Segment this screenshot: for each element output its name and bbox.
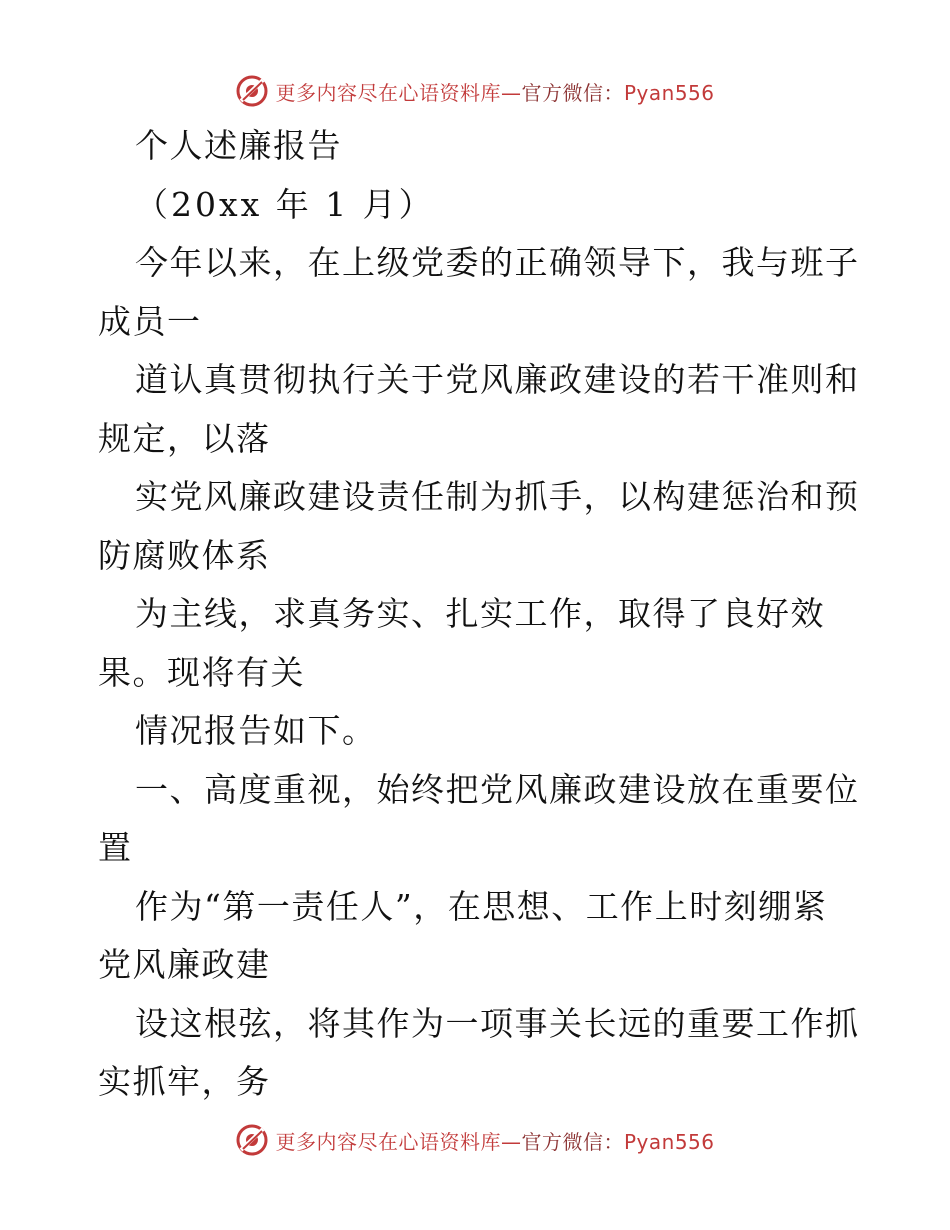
paragraph-line: 道认真贯彻执行关于党风廉政建设的若干准则和: [135, 360, 860, 399]
header-banner-wechat-id: Pyan556: [623, 80, 715, 105]
footer-banner: [0, 1120, 950, 1160]
paragraph-line: 实党风廉政建设责任制为抓手，以构建惩治和预: [135, 477, 860, 516]
document-paragraphs: [98, 234, 858, 1112]
paragraph-line: 规定，以落: [98, 418, 271, 458]
header-banner-separator: —: [500, 80, 522, 105]
document-body: [98, 117, 858, 1112]
paragraph-line: 今年以来，在上级党委的正确领导下，我与班子: [135, 243, 860, 282]
header-banner: [0, 71, 950, 111]
header-banner-slogan: 更多内容尽在心语资料库: [275, 80, 501, 105]
footer-banner-wechat-id: Pyan556: [623, 1129, 715, 1154]
paragraph-line: 实抓牢，务: [98, 1062, 271, 1101]
footer-banner-separator: —: [500, 1129, 522, 1154]
paragraph-line: 为主线，求真务实、扎实工作，取得了良好效: [135, 594, 825, 633]
paragraph-line: 成员一: [98, 301, 202, 341]
paragraph-line: 置: [98, 828, 133, 867]
footer-banner-slogan: 更多内容尽在心语资料库: [275, 1129, 501, 1154]
paragraph-line: 作为“第一责任人”，在思想、工作上时刻绷紧: [135, 886, 828, 926]
paragraph-line: 一、高度重视，始终把党风廉政建设放在重要位: [135, 769, 860, 809]
paragraph-line: 果。现将有关: [98, 652, 305, 692]
document-date: （20xx 年 1 月）: [135, 184, 435, 224]
header-banner-wechat-label: 官方微信：: [521, 80, 624, 105]
document-title: 个人述廉报告: [135, 126, 342, 165]
brand-logo-icon: [235, 1123, 269, 1157]
header-banner-text: [275, 77, 714, 106]
paragraph-line: 情况报告如下。: [135, 711, 377, 750]
paragraph-line: 党风廉政建: [98, 945, 271, 984]
paragraph-line: 防腐败体系: [98, 535, 271, 575]
footer-banner-wechat-label: 官方微信：: [521, 1129, 624, 1154]
footer-banner-text: [275, 1126, 714, 1155]
paragraph-line: 设这根弦，将其作为一项事关长远的重要工作抓: [135, 1003, 860, 1043]
brand-logo-icon: [235, 74, 269, 108]
